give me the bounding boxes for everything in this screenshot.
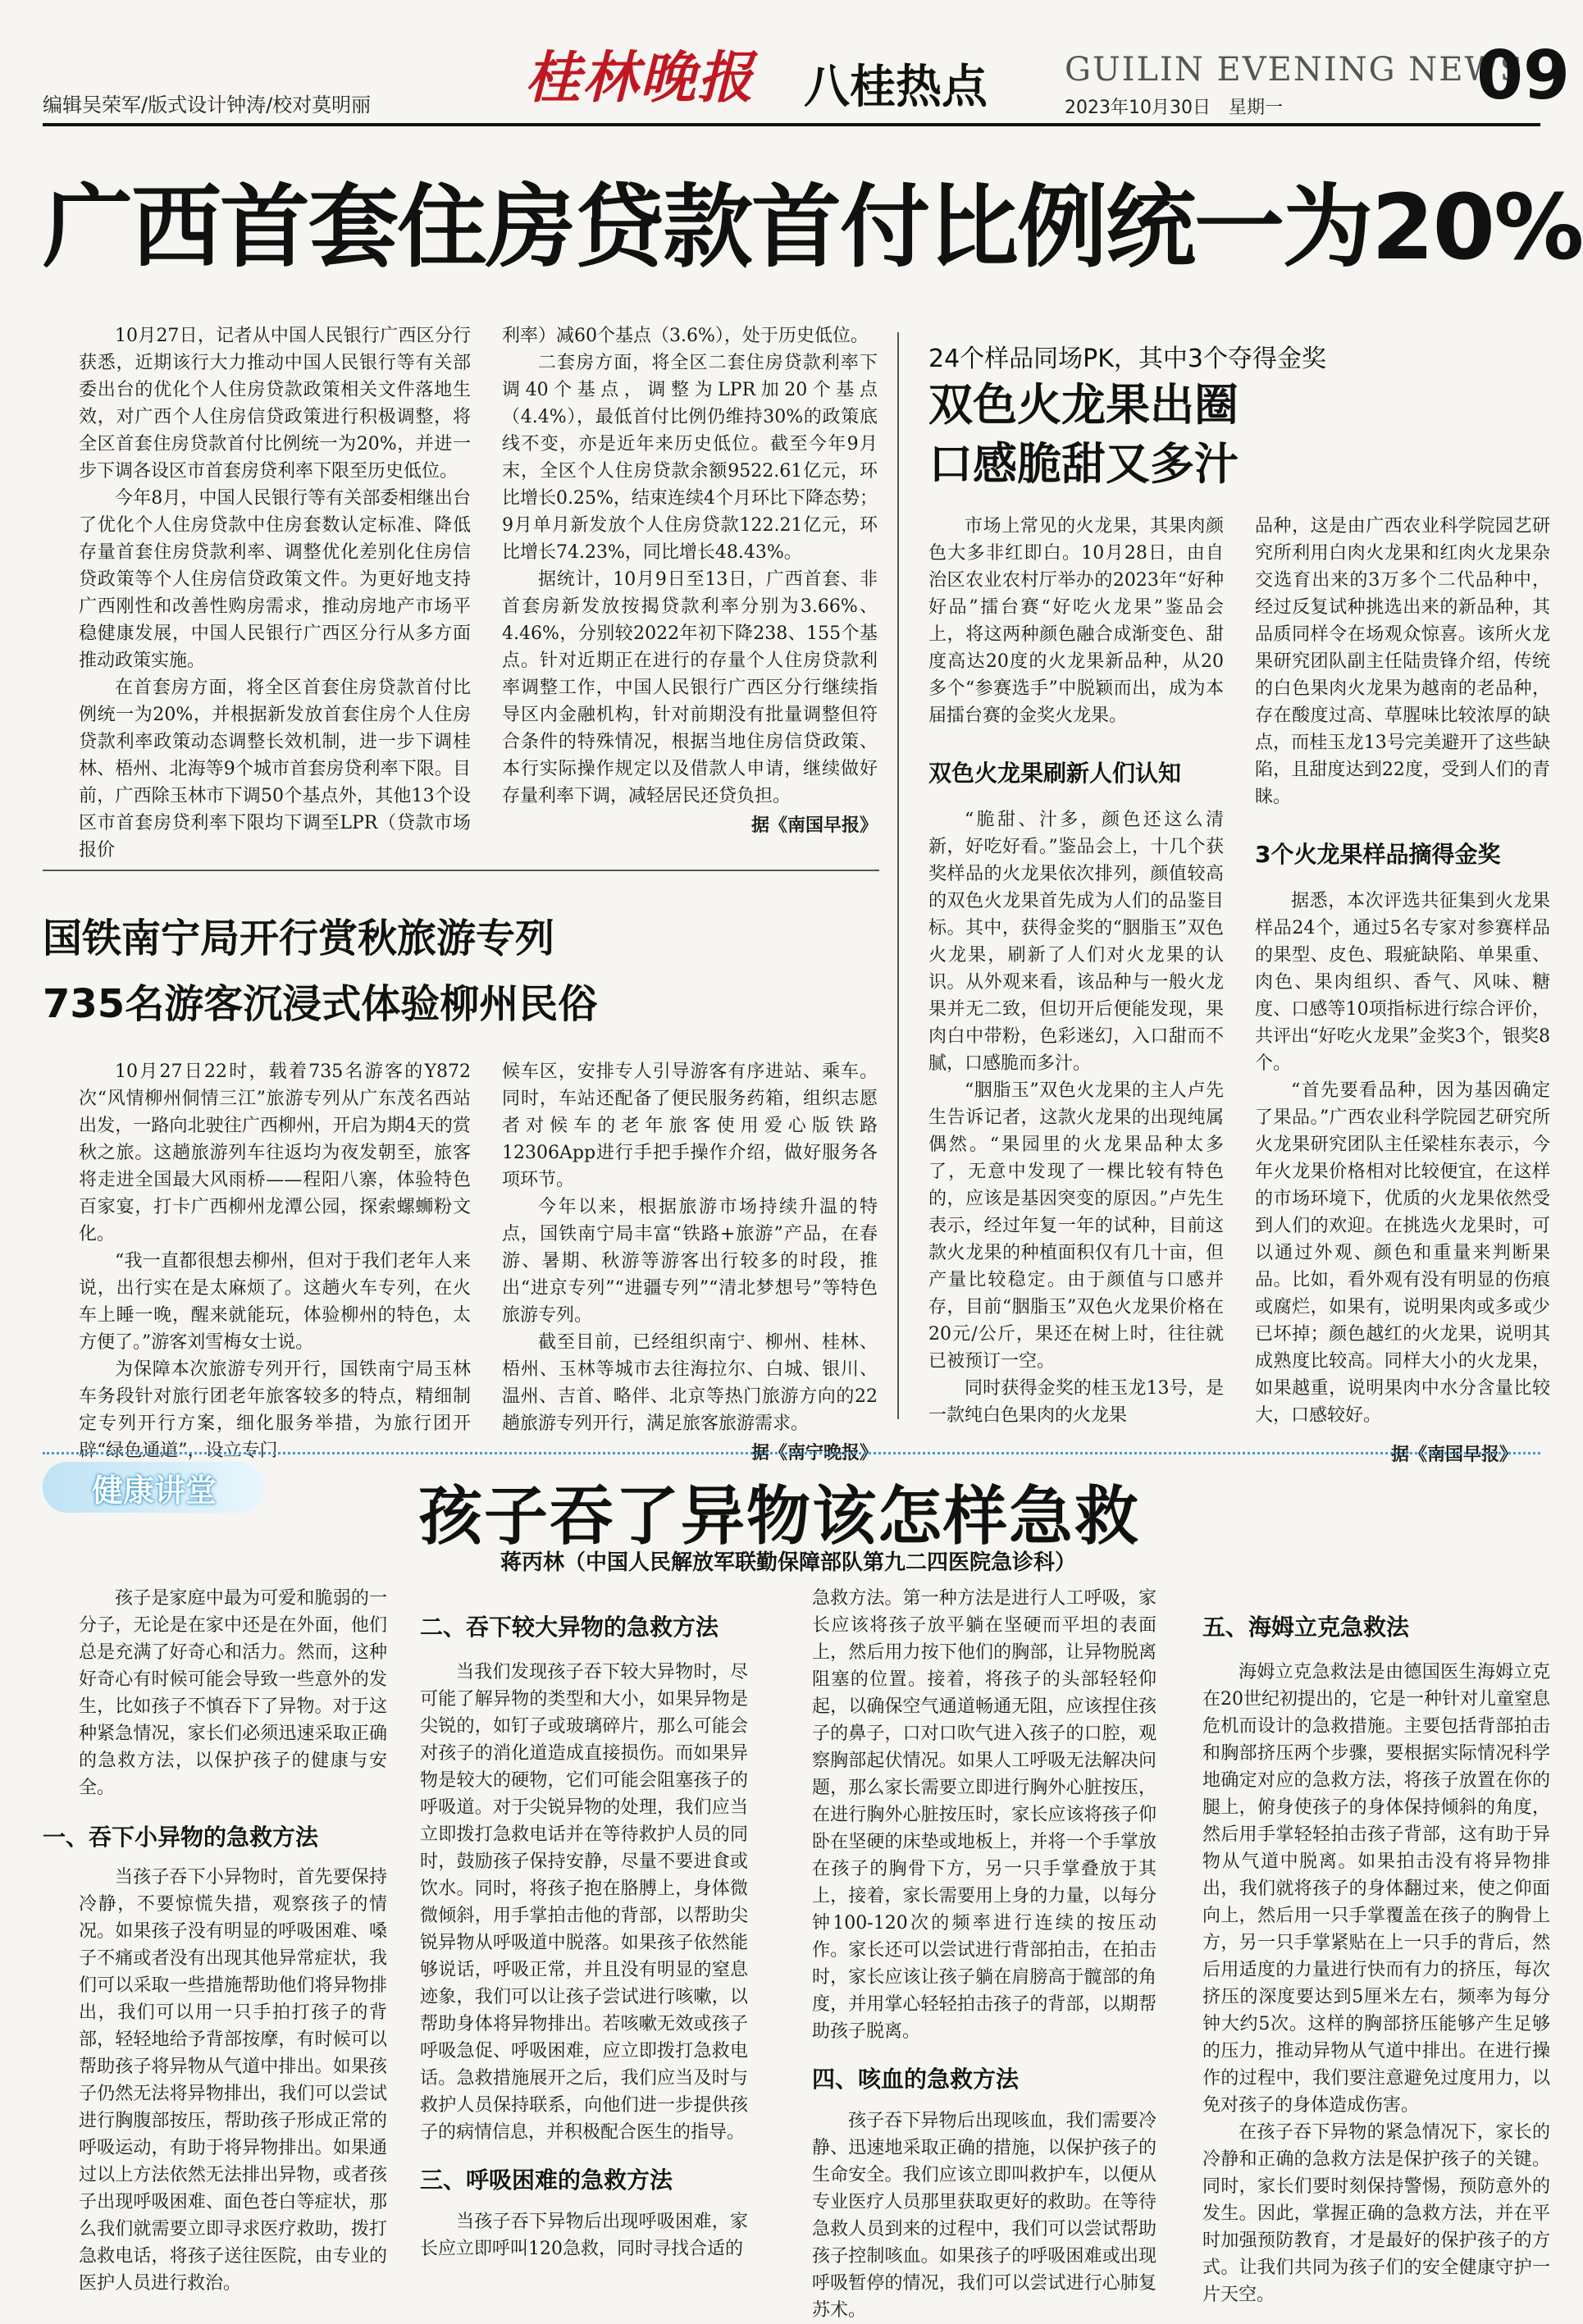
- section-divider: [43, 870, 879, 871]
- health-heading-4: 四、咳血的急救方法: [812, 2066, 1020, 2093]
- paragraph: 品种，这是由广西农业科学院园艺研究所利用白肉火龙果和红肉火龙果杂交选育出来的3万多个二代品种中，经过反复试种挑选出来的新品种，其品质同样令在场观众惊喜。该所火龙果研究团队副主任陆贵锋介绍，传统的白色果肉火龙果为越南的老品种，存在酸度过高、草腥味比较浓厚的缺点，而桂玉龙13号完美避开了这些缺陷，且甜度达到22度，受到人们的青睐。: [1255, 516, 1550, 807]
- article-source: 据《南国早报》: [1390, 1445, 1517, 1465]
- health-heading-3: 三、呼吸困难的急救方法: [420, 2166, 673, 2194]
- pitaya-kicker: 24个样品同场PK，其中3个夺得金奖: [928, 345, 1327, 373]
- lead-headline: 广西首套住房贷款首付比例统一为20%: [43, 175, 1583, 280]
- page-number: 09: [1476, 37, 1571, 115]
- health-col1: [43, 1585, 387, 2297]
- paragraph: 今年8月，中国人民银行等有关部委相继出台了优化个人住房贷款中住房套数认定标准、降低存量首套住房贷款利率、调整优化差别化住房信贷政策等个人住房信贷政策文件。为更好地支持广西刚性和改善性购房需求，推动房地产市场平稳健康发展，中国人民银行广西区分行从多方面推动政策实施。: [79, 488, 471, 671]
- rail-title-line2: 735名游客沉浸式体验柳州民俗: [43, 981, 598, 1027]
- article-source: 据《南宁晚报》: [750, 1443, 878, 1463]
- paragraph: 利率）减60个基点（3.6%），处于历史低位。: [502, 326, 869, 346]
- paragraph: 据统计，10月9日至13日，广西首套、非首套房新发放按揭贷款利率分别为3.66%、4.46%，分别较2022年初下降238、155个基点。针对近期正在进行的存量个人住房贷款利率调整工作，中国人民银行广西区分行继续指导区内金融机构，针对前期没有批量调整但符合条件的特殊情况，根据当地住房信贷政策、本行实际操作规定以及借款人申请，继续做好存量利率下调，减轻居民还贷负担。: [502, 569, 878, 806]
- article-source: 据《南国早报》: [750, 815, 878, 836]
- paragraph: 截至目前，已经组织南宁、柳州、桂林、梧州、玉林等城市去往海拉尔、白城、银川、温州、吉首、略伴、北京等热门旅游方向的22趟旅游专列开行，满足旅客旅游需求。: [502, 1332, 878, 1434]
- pitaya-title-line2: 口感脆甜又多汁: [928, 438, 1239, 490]
- health-divider: [43, 1452, 1540, 1454]
- pitaya-subhead1: 双色火龙果刷新人们认知: [928, 760, 1182, 787]
- paragraph: “胭脂玉”双色火龙果的主人卢先生告诉记者，这款火龙果的出现纯属偶然。“果园里的火龙果品种太多了，无意中发现了一棵比较有特色的，应该是基因突变的原因。”卢先生表示，经过年复一年的试种，目前这款火龙果的种植面积仅有几十亩，但产量比较稳定。由于颜值与口感并存，目前“胭脂玉”双色火龙果价格在20元/公斤，果还在树上时，往往就已被预订一空。: [928, 1080, 1224, 1372]
- pitaya-title-line1: 双色火龙果出圈: [928, 379, 1239, 431]
- health-heading-2: 二、吞下较大异物的急救方法: [420, 1614, 719, 1641]
- paragraph: 市场上常见的火龙果，其果肉颜色大多非红即白。10月28日，由自治区农业农村厅举办的2023年“好种好品”擂台赛“好吃火龙果”鉴品会上，将这两种颜色融合成渐变色、甜度高达20度的火龙果新品种，从20多个“参赛选手”中脱颖而出，成为本届擂台赛的金奖火龙果。: [928, 516, 1224, 726]
- health-col2: [420, 1609, 748, 2262]
- health-column-tag: [43, 1462, 264, 1513]
- paragraph: 候车区，安排专人引导游客有序进站、乘车。同时，车站还配备了便民服务药箱，组织志愿者对候车的老年旅客使用爱心版铁路12306App进行手把手操作介绍，做好服务各项环节。: [502, 1062, 878, 1190]
- pitaya-subhead2: 3个火龙果样品摘得金奖: [1255, 841, 1501, 868]
- paragraph: 同时获得金奖的桂玉龙13号，是一款纯白色果肉的火龙果: [928, 1378, 1224, 1426]
- paragraph: 为保障本次旅游专列开行，国铁南宁局玉林车务段针对旅行团老年旅客较多的特点，精细制定专列开行方案，细化服务举措，为旅行团开辟“绿色通道”，设立专门: [79, 1359, 471, 1461]
- health-col4: [1202, 1609, 1550, 2308]
- column-divider: [897, 332, 899, 1419]
- paragraph: 当我们发现孩子吞下较大异物时，尽可能了解异物的类型和大小，如果异物是尖锐的，如钉子或玻璃碎片，那么可能会对孩子的消化道造成直接损伤。而如果异物是较大的硬物，它们可能会阻塞孩子的呼吸道。对于尖锐异物的处理，我们应当立即拨打急救电话并在等待救护人员的同时，鼓励孩子保持安静，尽量不要进食或饮水。同时，将孩子抱在胳膊上，身体微微倾斜，用手掌拍击他的背部，以帮助尖锐异物从呼吸道中脱落。如果孩子依然能够说话，呼吸正常，并且没有明显的窒息迹象，我们可以让孩子尝试进行咳嗽，以帮助身体将异物排出。若咳嗽无效或孩子呼吸急促、呼吸困难，应立即拨打急救电话。急救措施展开之后，我们应当及时与救护人员保持联系，向他们进一步提供孩子的病情信息，并积极配合医生的指导。: [420, 1662, 748, 2143]
- pitaya-col-b: [1255, 513, 1550, 1466]
- section-title: 八桂热点: [804, 61, 988, 114]
- health-heading-1: 一、吞下小异物的急救方法: [43, 1824, 319, 1851]
- lead-article-col1: [79, 322, 471, 864]
- paragraph: 急救方法。第一种方法是进行人工呼吸，家长应该将孩子放平躺在坚硬而平坦的表面上，然后用力按下他们的胸部，让异物脱离阻塞的位置。接着，将孩子的头部轻轻仰起，以确保空气通道畅通无阻，应该捏住孩子的鼻子，口对口吹气进入孩子的口腔，观察胸部起伏情况。如果人工呼吸无法解决问题，那么家长需要立即进行胸外心脏按压，在进行胸外心脏按压时，家长应该将孩子仰卧在坚硬的床垫或地板上，并将一个手掌放在孩子的胸骨下方，另一只手掌叠放于其上，接着，家长需要用上身的力量，以每分钟100-120次的频率进行连续的按压动作。家长还可以尝试进行背部拍击，在拍击时，家长应该让孩子躺在肩膀高于髋部的角度，并用掌心轻轻拍击孩子的背部，以期帮助孩子脱离。: [812, 1588, 1156, 2042]
- paragraph: 二套房方面，将全区二套住房贷款利率下调40个基点，调整为LPR加20个基点（4.4%），最低首付比例仍维持30%的政策底线不变，亦是近年来历史低位。截至今年9月末，全区个人住房贷款余额9522.61亿元，环比增长0.25%，结束连续4个月环比下降态势；9月单月新发放个人住房贷款122.21亿元，环比增长74.23%，同比增长48.43%。: [502, 353, 878, 563]
- pitaya-col-a: [928, 513, 1224, 1429]
- paragraph: 在首套房方面，将全区首套住房贷款首付比例统一为20%，并根据新发放首套住房个人住房贷款利率政策动态调整长效机制，进一步下调桂林、梧州、北海等9个城市首套房贷利率下限。目前，广西除玉林市下调50个基点外，其他13个设区市首套房贷利率下限均下调至LPR（贷款市场报价: [79, 678, 471, 861]
- paragraph: 10月27日22时，载着735名游客的Y872次“风情柳州侗情三江”旅游专列从广东茂名西站出发，一路向北驶往广西柳州，开启为期4天的赏秋之旅。这趟旅游列车往返均为夜发朝至，旅客将走进全国最大风雨桥——程阳八寨，体验特色百家宴，打卡广西柳州龙潭公园，探索螺蛳粉文化。: [79, 1062, 471, 1244]
- paragraph: 孩子吞下异物后出现咳血，我们需要冷静、迅速地采取正确的措施，以保护孩子的生命安全。我们应该立即叫救护车，以便从专业医疗人员那里获取更好的救助。在等待急救人员到来的过程中，我们可以尝试帮助孩子控制咳血。如果孩子的呼吸困难或出现呼吸暂停的情况，我们可以尝试进行心肺复苏术。: [812, 2111, 1156, 2321]
- paragraph: 10月27日，记者从中国人民银行广西区分行获悉，近期该行大力推动中国人民银行等有关部委出台的优化个人住房贷款政策相关文件落地生效，对广西个人住房信贷政策进行积极调整，将全区首套住房贷款首付比例统一为20%，并进一步下调各设区市首套房贷利率下限至历史低位。: [79, 326, 471, 482]
- health-title: 孩子吞了异物该怎样急救: [418, 1479, 1141, 1554]
- rail-col1: [79, 1058, 471, 1464]
- newspaper-logo: 桂林晚报: [525, 45, 755, 111]
- paragraph: 当孩子吞下小异物时，首先要保持冷静，不要惊慌失措，观察孩子的情况。如果孩子没有明显的呼吸困难、嗓子不痛或者没有出现其他异常症状，我们可以采取一些措施帮助他们将异物排出，我们可以用一只手拍打孩子的背部，轻轻地给予背部按摩，有时候可以帮助孩子将异物从气道中排出。如果孩子仍然无法将异物排出，我们可以尝试进行胸腹部按压，帮助孩子形成正常的呼吸运动，有助于将异物排出。如果通过以上方法依然无法排出异物，或者孩子出现呼吸困难、面色苍白等症状，那么我们就需要立即寻求医疗救助，拨打急救电话，将孩子送往医院，由专业的医护人员进行救治。: [79, 1867, 387, 2294]
- health-tag-label: 健康讲堂: [92, 1472, 217, 1509]
- rail-title-line1: 国铁南宁局开行赏秋旅游专列: [43, 915, 555, 961]
- health-heading-5: 五、海姆立克急救法: [1202, 1614, 1410, 1641]
- health-byline: 蒋丙林（中国人民解放军联勤保障部队第九二四医院急诊科）: [500, 1550, 1077, 1575]
- paragraph: 据悉，本次评选共征集到火龙果样品24个，通过5名专家对参赛样品的果型、皮色、瑕疵缺陷、单果重、肉色、果肉组织、香气、风味、糖度、口感等10项指标进行综合评价，共评出“好吃火龙果”金奖3个，银奖8个。: [1255, 891, 1550, 1074]
- paragraph: “脆甜、汁多，颜色还这么清新，好吃好看。”鉴品会上，十几个获奖样品的火龙果依次排列，颜值较高的双色火龙果首先成为人们的品鉴目标。其中，获得金奖的“胭脂玉”双色火龙果，刷新了人们对火龙果的认识。从外观来看，该品种与一般火龙果并无二致，但切开后便能发现，果肉白中带粉，色彩迷幻，入口甜而不腻，口感脆而多汁。: [928, 810, 1224, 1074]
- health-col3: [812, 1585, 1156, 2324]
- issue-date: 2023年10月30日 星期一: [1065, 98, 1283, 118]
- paragraph: 今年以来，根据旅游市场持续升温的特点，国铁南宁局丰富“铁路+旅游”产品，在春游、暑期、秋游等游客出行较多的时段，推出“进京专列”“进疆专列”“清北梦想号”等特色旅游专列。: [502, 1197, 878, 1326]
- paragraph: “我一直都很想去柳州，但对于我们老年人来说，出行实在是太麻烦了。这趟火车专列，在火车上睡一晚，醒来就能玩，体验柳州的特色，太方便了。”游客刘雪梅女士说。: [79, 1251, 471, 1353]
- paper-name-english: GUILIN EVENING NEWS: [1065, 51, 1525, 89]
- paragraph: 在孩子吞下异物的紧急情况下，家长的冷静和正确的急救方法是保护孩子的关键。同时，家长们要时刻保持警惕，预防意外的发生。因此，掌握正确的急救方法，并在平时加强预防教育，才是最好的保护孩子的方式。让我们共同为孩子们的安全健康守护一片天空。: [1202, 2122, 1550, 2305]
- paragraph: “首先要看品种，因为基因确定了果品。”广西农业科学院园艺研究所火龙果研究团队主任梁桂东表示，今年火龙果价格相对比较便宜，在这样的市场环境下，优质的火龙果依然受到人们的欢迎。在挑选火龙果时，可以通过外观、颜色和重量来判断果品。比如，看外观有没有明显的伤痕或腐烂，如果有，说明果肉或多或少已坏掉；颜色越红的火龙果，说明其成熟度比较高。同样大小的火龙果，如果越重，说明果肉中水分含量比较大，口感较好。: [1255, 1080, 1550, 1426]
- page-credits: 编辑吴荣军/版式设计钟涛/校对莫明丽: [43, 94, 372, 116]
- rail-col2: [502, 1058, 878, 1464]
- paragraph: 海姆立克急救法是由德国医生海姆立克在20世纪初提出的，它是一种针对儿童窒息危机而设计的急救措施。主要包括背部拍击和胸部挤压两个步骤，要根据实际情况科学地确定对应的急救方法，将孩子放置在你的腿上，俯身使孩子的身体保持倾斜的角度，然后用手掌轻轻拍击孩子背部，这有助于异物从气道中脱离。如果拍击没有将异物排出，我们就将孩子的身体翻过来，使之仰面向上，然后用一只手掌覆盖在孩子的胸骨上方，另一只手掌紧贴在上一只手的背后，然后用适度的力量进行快而有力的挤压，每次挤压的深度要达到5厘米左右，频率为每分钟大约5次。这样的胸部挤压能够产生足够的压力，推动异物从气道中排出。在进行操作的过程中，我们要注意避免过度用力，以免对孩子的身体造成伤害。: [1202, 1662, 1550, 2116]
- masthead-rule: [43, 123, 1540, 126]
- paragraph: 孩子是家庭中最为可爱和脆弱的一分子，无论是在家中还是在外面，他们总是充满了好奇心和活力。然而，这种好奇心有时候可能会导致一些意外的发生，比如孩子不慎吞下了异物。对于这种紧急情况，家长们必须迅速采取正确的急救方法，以保护孩子的健康与安全。: [79, 1588, 387, 1798]
- lead-article-col2: [502, 322, 878, 837]
- paragraph: 当孩子吞下异物后出现呼吸困难，家长应立即呼叫120急救，同时寻找合适的: [420, 2212, 748, 2259]
